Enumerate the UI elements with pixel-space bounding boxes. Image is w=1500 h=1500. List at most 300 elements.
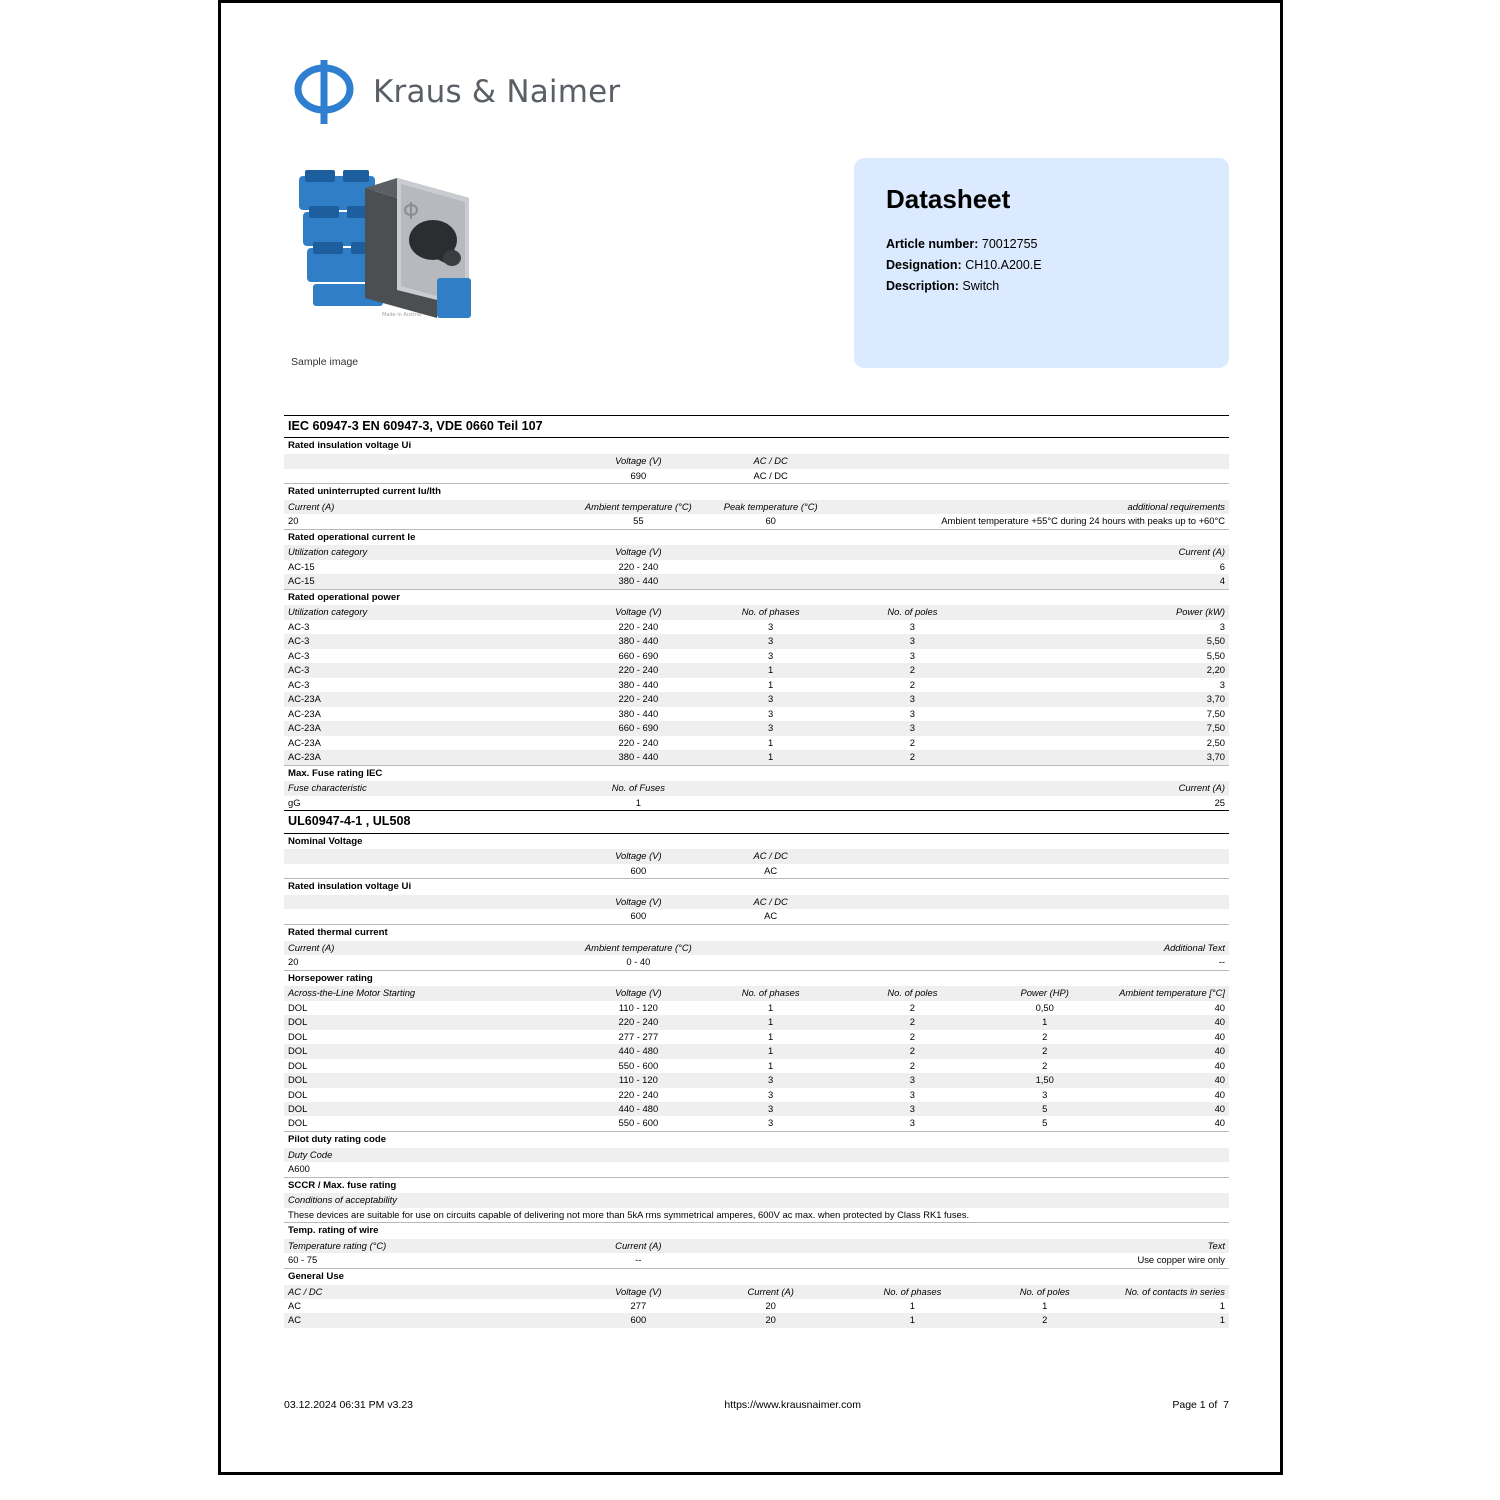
table-cell: 1 (1106, 1299, 1229, 1313)
table-cell: AC (284, 1299, 577, 1313)
table-cell: 440 - 480 (577, 1044, 700, 1058)
table-cell: 440 - 480 (577, 1102, 700, 1116)
table-cell: 2 (983, 1059, 1106, 1073)
table-cell: DOL (284, 1015, 577, 1029)
column-header: AC / DC (700, 849, 842, 863)
column-header: additional requirements (842, 500, 1229, 514)
table-cell: 550 - 600 (577, 1059, 700, 1073)
section-title: IEC 60947-3 EN 60947-3, VDE 0660 Teil 107 (284, 416, 1229, 438)
block-subheading-row (284, 765, 1229, 781)
cam-switch-product-image (287, 158, 517, 373)
page-footer (284, 1399, 1229, 1411)
block-subheading: Rated operational current Ie (284, 529, 1229, 545)
table-cell: 2 (842, 1001, 984, 1015)
specification-tables (284, 415, 1229, 1328)
column-header (983, 849, 1229, 863)
table-cell: DOL (284, 1116, 577, 1131)
block-subheading-row (284, 1223, 1229, 1239)
table-cell: 6 (700, 560, 1229, 574)
table-cell: 1 (983, 1299, 1106, 1313)
column-header-row (284, 1148, 1229, 1162)
table-cell (983, 909, 1229, 924)
table-cell: 2 (842, 750, 984, 765)
section-title-row (284, 416, 1229, 438)
table-row (284, 1030, 1229, 1044)
column-header: No. of poles (842, 605, 984, 619)
table-row (284, 721, 1229, 735)
table-cell: 60 (700, 514, 842, 529)
block-subheading-row (284, 484, 1229, 500)
table-cell: 20 (284, 955, 577, 970)
table-cell: 1 (842, 1313, 984, 1327)
table-cell: 55 (577, 514, 700, 529)
table-row (284, 1313, 1229, 1327)
block-subheading-row (284, 589, 1229, 605)
table-cell: 3 (700, 1102, 842, 1116)
block-subheading: Pilot duty rating code (284, 1131, 1229, 1147)
article-number-line (886, 237, 1229, 251)
table-cell: DOL (284, 1030, 577, 1044)
column-header-row (284, 781, 1229, 795)
table-cell: 3 (700, 620, 842, 634)
designation-line (886, 258, 1229, 272)
table-cell: 3 (700, 721, 842, 735)
column-header: AC / DC (284, 1285, 577, 1299)
footer-url[interactable]: https://www.krausnaimer.com (724, 1399, 861, 1411)
column-header: Current (A) (577, 1239, 700, 1253)
table-cell: 3 (983, 678, 1229, 692)
footer-timestamp: 03.12.2024 06:31 PM v3.23 (284, 1399, 414, 1411)
column-header: Utilization category (284, 605, 577, 619)
section-title-row (284, 811, 1229, 833)
designation-label: Designation: (886, 258, 962, 272)
table-cell: 380 - 440 (577, 707, 700, 721)
table-cell: 3 (842, 692, 984, 706)
table-cell: 3 (842, 634, 984, 648)
table-cell: 1 (700, 736, 842, 750)
table-cell (983, 469, 1229, 484)
column-header: No. of poles (842, 986, 984, 1000)
table-cell: 690 (577, 469, 700, 484)
table-row (284, 1162, 1229, 1177)
block-subheading: Rated insulation voltage Ui (284, 438, 1229, 454)
column-header-row (284, 545, 1229, 559)
table-cell: 380 - 440 (577, 678, 700, 692)
table-cell: 40 (1106, 1001, 1229, 1015)
table-cell: 3 (842, 620, 984, 634)
table-cell: 600 (577, 1313, 700, 1327)
table-row (284, 634, 1229, 648)
table-row (284, 514, 1229, 529)
table-cell: 1 (842, 1299, 984, 1313)
column-header: Utilization category (284, 545, 577, 559)
table-cell: AC-3 (284, 663, 577, 677)
column-header: No. of Fuses (577, 781, 700, 795)
table-row (284, 620, 1229, 634)
table-cell: 25 (700, 796, 1229, 811)
block-subheading: Rated thermal current (284, 924, 1229, 940)
table-cell: 3 (842, 649, 984, 663)
table-cell: 3 (700, 1073, 842, 1087)
table-row (284, 1102, 1229, 1116)
table-cell: AC-23A (284, 692, 577, 706)
table-cell: 3 (700, 707, 842, 721)
article-number-value: 70012755 (981, 237, 1038, 251)
column-header: Ambient temperature [°C] (1106, 986, 1229, 1000)
column-header (284, 895, 577, 909)
table-cell: 110 - 120 (577, 1001, 700, 1015)
table-cell: 380 - 440 (577, 574, 700, 589)
table-cell: 3 (842, 1102, 984, 1116)
table-cell: DOL (284, 1044, 577, 1058)
table-cell: 0 - 40 (577, 955, 700, 970)
table-cell: 380 - 440 (577, 634, 700, 648)
table-cell: 3 (842, 1073, 984, 1087)
column-header (284, 849, 577, 863)
table-cell: 3 (842, 1116, 984, 1131)
table-cell: 2 (983, 1313, 1106, 1327)
column-header: Current (A) (700, 781, 1229, 795)
table-row (284, 1088, 1229, 1102)
table-cell: 3 (700, 692, 842, 706)
table-cell: 2 (842, 736, 984, 750)
table-cell: 277 - 277 (577, 1030, 700, 1044)
table-row (284, 1299, 1229, 1313)
table-cell (284, 469, 577, 484)
table-row (284, 707, 1229, 721)
column-header: Voltage (V) (577, 605, 700, 619)
table-cell: 1 (700, 1059, 842, 1073)
table-cell: AC-23A (284, 707, 577, 721)
table-cell: 2 (983, 1030, 1106, 1044)
column-header: Voltage (V) (577, 986, 700, 1000)
block-subheading-row (284, 924, 1229, 940)
table-cell: 3 (700, 1116, 842, 1131)
column-header: Current (A) (700, 545, 1229, 559)
phi-logo-icon (293, 58, 355, 126)
table-cell: 2 (842, 678, 984, 692)
column-header: Additional Text (700, 941, 1229, 955)
table-cell: 40 (1106, 1088, 1229, 1102)
table-cell: 3 (700, 649, 842, 663)
table-cell: -- (700, 955, 1229, 970)
block-subheading-row (284, 1131, 1229, 1147)
table-cell: 40 (1106, 1059, 1229, 1073)
table-row (284, 678, 1229, 692)
table-cell: 40 (1106, 1030, 1229, 1044)
description-value: Switch (962, 279, 1000, 293)
table-cell: 3 (700, 634, 842, 648)
description-label: Description: (886, 279, 959, 293)
column-header: AC / DC (700, 895, 842, 909)
table-cell: 40 (1106, 1073, 1229, 1087)
table-row (284, 663, 1229, 677)
table-cell: 550 - 600 (577, 1116, 700, 1131)
table-row (284, 649, 1229, 663)
table-row (284, 1116, 1229, 1131)
table-cell: 3 (842, 707, 984, 721)
table-cell: Use copper wire only (700, 1253, 1229, 1268)
table-cell: 3 (700, 1088, 842, 1102)
block-subheading: SCCR / Max. fuse rating (284, 1177, 1229, 1193)
table-cell: 2 (842, 663, 984, 677)
table-cell: 380 - 440 (577, 750, 700, 765)
table-cell: AC-3 (284, 678, 577, 692)
table-cell: 7,50 (983, 721, 1229, 735)
column-header (983, 895, 1229, 909)
column-header: No. of phases (700, 986, 842, 1000)
article-number-label: Article number: (886, 237, 979, 251)
table-cell: 660 - 690 (577, 721, 700, 735)
table-cell: 40 (1106, 1102, 1229, 1116)
column-header: Temperature rating (°C) (284, 1239, 577, 1253)
column-header (983, 454, 1229, 468)
table-row (284, 1015, 1229, 1029)
table-cell (284, 864, 577, 879)
table-cell: AC (700, 909, 842, 924)
block-subheading-row (284, 1177, 1229, 1193)
table-cell: 20 (700, 1313, 842, 1327)
table-cell: AC-3 (284, 620, 577, 634)
column-header: Duty Code (284, 1148, 1229, 1162)
block-subheading-row (284, 529, 1229, 545)
table-cell: 2 (842, 1015, 984, 1029)
spec-table (284, 415, 1229, 1328)
table-cell: 2 (842, 1059, 984, 1073)
table-cell: 40 (1106, 1015, 1229, 1029)
document-page (218, 0, 1283, 1475)
table-cell: 220 - 240 (577, 560, 700, 574)
table-cell: 5,50 (983, 634, 1229, 648)
table-cell: AC-3 (284, 649, 577, 663)
table-row (284, 750, 1229, 765)
table-cell: AC-3 (284, 634, 577, 648)
table-cell: AC-23A (284, 721, 577, 735)
column-header: Ambient temperature (°C) (577, 500, 700, 514)
column-header: Power (HP) (983, 986, 1106, 1000)
table-cell: AC-23A (284, 736, 577, 750)
table-cell: AC (284, 1313, 577, 1327)
table-cell: DOL (284, 1059, 577, 1073)
column-header: Voltage (V) (577, 545, 700, 559)
column-header-row (284, 849, 1229, 863)
table-cell: AC / DC (700, 469, 842, 484)
block-subheading: Rated operational power (284, 589, 1229, 605)
table-cell: 5 (983, 1116, 1106, 1131)
table-cell: 1,50 (983, 1073, 1106, 1087)
block-subheading: Rated insulation voltage Ui (284, 879, 1229, 895)
table-cell: 3 (842, 1088, 984, 1102)
block-subheading: Temp. rating of wire (284, 1223, 1229, 1239)
column-header: Voltage (V) (577, 1285, 700, 1299)
table-row (284, 469, 1229, 484)
column-header: Across-the-Line Motor Starting (284, 986, 577, 1000)
block-subheading-row (284, 970, 1229, 986)
column-header: Current (A) (700, 1285, 842, 1299)
table-row (284, 736, 1229, 750)
table-cell: 60 - 75 (284, 1253, 577, 1268)
table-row (284, 1253, 1229, 1268)
column-header: Voltage (V) (577, 895, 700, 909)
table-cell: 220 - 240 (577, 620, 700, 634)
column-header: Conditions of acceptability (284, 1193, 1229, 1207)
block-subheading-row (284, 1268, 1229, 1284)
table-cell (842, 469, 984, 484)
block-subheading: Nominal Voltage (284, 833, 1229, 849)
table-cell: AC-15 (284, 574, 577, 589)
column-header-row (284, 1239, 1229, 1253)
table-cell: 3,70 (983, 750, 1229, 765)
table-cell: 600 (577, 909, 700, 924)
table-cell: 220 - 240 (577, 1088, 700, 1102)
column-header-row (284, 1285, 1229, 1299)
table-row (284, 1208, 1229, 1223)
column-header: Peak temperature (°C) (700, 500, 842, 514)
column-header (842, 895, 984, 909)
column-header (284, 454, 577, 468)
column-header (842, 454, 984, 468)
table-cell: Ambient temperature +55°C during 24 hours with peaks up to +60°C (842, 514, 1229, 529)
table-row (284, 955, 1229, 970)
block-subheading-row (284, 833, 1229, 849)
table-cell: 40 (1106, 1044, 1229, 1058)
column-header-row (284, 941, 1229, 955)
table-cell: 2 (842, 1030, 984, 1044)
table-cell: -- (577, 1253, 700, 1268)
brand-header (293, 58, 620, 126)
table-cell (983, 864, 1229, 879)
table-cell: 2 (842, 1044, 984, 1058)
sample-image-caption: Sample image (291, 356, 359, 368)
column-header: Power (kW) (983, 605, 1229, 619)
table-row (284, 560, 1229, 574)
column-header-row (284, 1193, 1229, 1207)
table-cell: 1 (700, 678, 842, 692)
table-cell: gG (284, 796, 577, 811)
table-cell: 4 (700, 574, 1229, 589)
table-row (284, 692, 1229, 706)
column-header (842, 849, 984, 863)
table-cell: 110 - 120 (577, 1073, 700, 1087)
block-subheading-row (284, 438, 1229, 454)
table-cell: A600 (284, 1162, 1229, 1177)
block-subheading: Horsepower rating (284, 970, 1229, 986)
column-header-row (284, 454, 1229, 468)
table-cell: AC-23A (284, 750, 577, 765)
table-cell: 3 (983, 1088, 1106, 1102)
description-line (886, 279, 1229, 293)
brand-name: Kraus & Naimer (373, 74, 621, 110)
table-cell: AC-15 (284, 560, 577, 574)
column-header: Voltage (V) (577, 454, 700, 468)
column-header: No. of phases (842, 1285, 984, 1299)
table-cell (842, 909, 984, 924)
column-header-row (284, 986, 1229, 1000)
table-cell (842, 864, 984, 879)
table-cell: 660 - 690 (577, 649, 700, 663)
column-header-row (284, 500, 1229, 514)
table-cell: 7,50 (983, 707, 1229, 721)
table-cell: 20 (700, 1299, 842, 1313)
table-cell: 1 (983, 1015, 1106, 1029)
table-cell: 3 (842, 721, 984, 735)
table-cell: DOL (284, 1001, 577, 1015)
block-subheading-row (284, 879, 1229, 895)
table-cell: 1 (700, 663, 842, 677)
table-cell: 220 - 240 (577, 692, 700, 706)
table-cell: 1 (700, 750, 842, 765)
column-header: Current (A) (284, 941, 577, 955)
table-cell: These devices are suitable for use on circuits capable of delivering not more than 5kA rms symmetrical amperes, 600V ac max. when protected by Class RK1 fuses. (284, 1208, 1229, 1223)
table-cell: 220 - 240 (577, 663, 700, 677)
datasheet-info-box (854, 158, 1229, 368)
table-cell: DOL (284, 1088, 577, 1102)
column-header: AC / DC (700, 454, 842, 468)
table-cell: 5 (983, 1102, 1106, 1116)
table-row (284, 1073, 1229, 1087)
table-cell: 1 (700, 1001, 842, 1015)
table-cell: 2 (983, 1044, 1106, 1058)
table-cell: 40 (1106, 1116, 1229, 1131)
table-row (284, 574, 1229, 589)
column-header-row (284, 605, 1229, 619)
table-cell: 0,50 (983, 1001, 1106, 1015)
block-subheading: Rated uninterrupted current Iu/Ith (284, 484, 1229, 500)
section-title: UL60947-4-1 , UL508 (284, 811, 1229, 833)
table-cell (284, 909, 577, 924)
table-row (284, 1059, 1229, 1073)
table-row (284, 1001, 1229, 1015)
table-cell: 1 (1106, 1313, 1229, 1327)
table-cell: 277 (577, 1299, 700, 1313)
table-cell: 1 (700, 1044, 842, 1058)
column-header: Voltage (V) (577, 849, 700, 863)
table-row (284, 864, 1229, 879)
column-header: No. of phases (700, 605, 842, 619)
table-cell: 1 (577, 796, 700, 811)
column-header: No. of poles (983, 1285, 1106, 1299)
column-header: No. of contacts in series (1106, 1285, 1229, 1299)
table-cell: 20 (284, 514, 577, 529)
column-header: Text (700, 1239, 1229, 1253)
block-subheading: General Use (284, 1268, 1229, 1284)
table-cell: DOL (284, 1102, 577, 1116)
table-cell: 1 (700, 1030, 842, 1044)
table-cell: 5,50 (983, 649, 1229, 663)
table-cell: 220 - 240 (577, 1015, 700, 1029)
footer-page-number: Page 1 of 7 (1172, 1399, 1229, 1411)
table-cell: 600 (577, 864, 700, 879)
table-cell: DOL (284, 1073, 577, 1087)
table-cell: 220 - 240 (577, 736, 700, 750)
column-header: Fuse characteristic (284, 781, 577, 795)
datasheet-title: Datasheet (886, 184, 1011, 214)
table-row (284, 1044, 1229, 1058)
table-cell: AC (700, 864, 842, 879)
column-header: Current (A) (284, 500, 577, 514)
table-cell: 3,70 (983, 692, 1229, 706)
column-header-row (284, 895, 1229, 909)
table-row (284, 909, 1229, 924)
table-cell: 3 (983, 620, 1229, 634)
table-cell: 2,50 (983, 736, 1229, 750)
table-cell: 1 (700, 1015, 842, 1029)
table-row (284, 796, 1229, 811)
table-cell: 2,20 (983, 663, 1229, 677)
svg-text:Made in Austria: Made in Austria (382, 312, 422, 318)
block-subheading: Max. Fuse rating IEC (284, 765, 1229, 781)
column-header: Ambient temperature (°C) (577, 941, 700, 955)
